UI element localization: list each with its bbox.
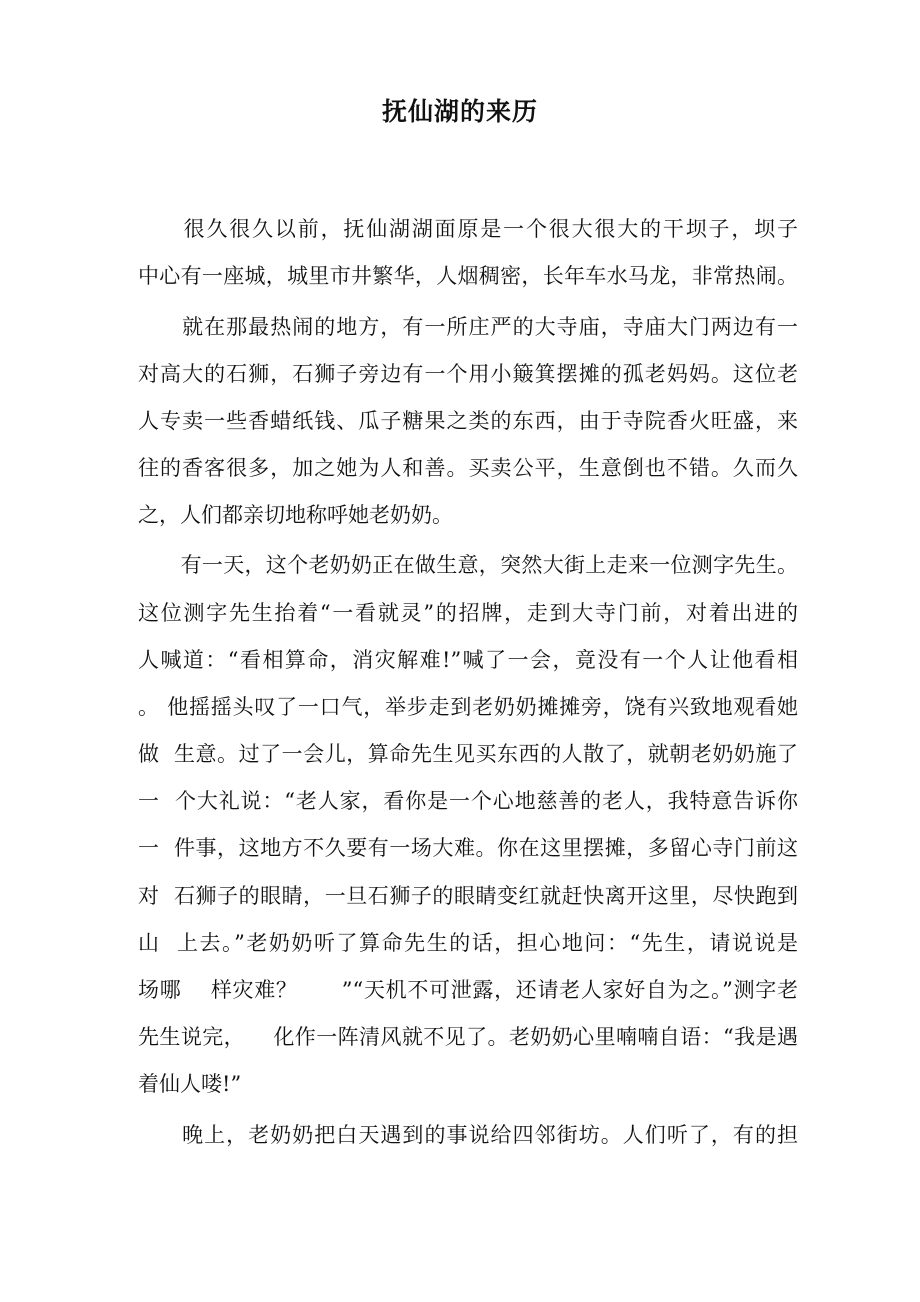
text-line: 这位测字先生抬着“一看就灵”的招牌，走到大寺门前，对着出进的 [138,601,798,625]
text-line: 就在那最热闹的地方，有一所庄严的大寺庙，寺庙大门两边有一 [138,315,798,339]
text-line: 一 个大礼说：“老人家，看你是一个心地慈善的老人，我特意告诉你 [138,789,798,813]
text-line: 。 他摇摇头叹了一口气，举步走到老奶奶摊摊旁，饶有兴致地观看她 [138,695,798,719]
text-line: 对高大的石狮，石狮子旁边有一个用小簸箕摆摊的孤老妈妈。这位老 [138,362,798,386]
text-line: 有一天，这个老奶奶正在做生意，突然大街上走来一位测字先生。 [138,553,798,577]
text-line: 山 上去。”老奶奶听了算命先生的话，担心地问：“先生，请说说是 [138,931,798,955]
text-line: 人喊道：“看相算命，消灾解难!”喊了一会，竟没有一个人让他看相 [138,648,798,672]
text-line: 着仙人喽!” [138,1072,242,1096]
text-line: 往的香客很多，加之她为人和善。买卖公平，生意倒也不错。久而久 [138,456,798,480]
text-line: 之，人们都亲切地称呼她老奶奶。 [138,503,453,527]
text-line: 对 石狮子的眼睛，一旦石狮子的眼睛变红就赶快离开这里，尽快跑到 [138,884,798,908]
text-line: 场哪 样灾难？ ”“天机不可泄露，还请老人家好自为之。”测字老 [138,978,798,1002]
text-line: 晚上，老奶奶把白天遇到的事说给四邻街坊。人们听了，有的担 [138,1123,798,1147]
text-line: 很久很久以前，抚仙湖湖面原是一个很大很大的干坝子，坝子 [138,217,798,241]
text-line: 中心有一座城，城里市井繁华，人烟稠密，长年车水马龙，非常热闹。 [138,264,798,288]
text-line: 做 生意。过了一会儿，算命先生见买东西的人散了，就朝老奶奶施了 [138,742,798,766]
text-line: 人专卖一些香蜡纸钱、瓜子糖果之类的东西，由于寺院香火旺盛，来 [138,409,798,433]
document-title: 抚仙湖的来历 [381,97,538,126]
text-line: 一 件事，这地方不久要有一场大难。你在这里摆摊，多留心寺门前这 [138,836,798,860]
text-line: 先生说完， 化作一阵清风就不见了。老奶奶心里喃喃自语：“我是遇 [138,1025,798,1049]
